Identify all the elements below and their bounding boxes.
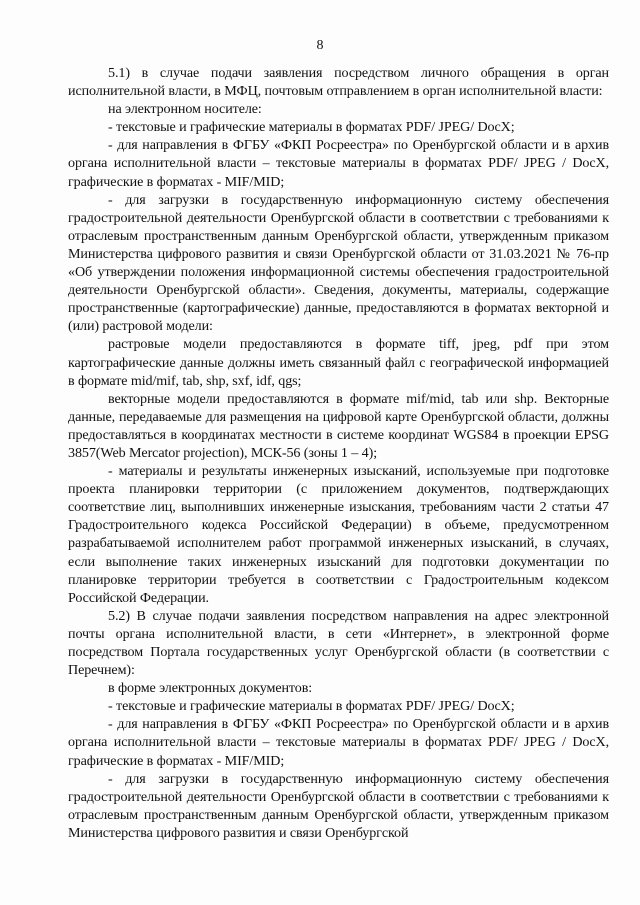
paragraph-text-graphic-formats: - текстовые и графические материалы в форматах PDF/ JPEG/ DocX; [108, 119, 515, 136]
paragraph-rosreestr-formats-2: - для направления в ФГБУ «ФКП Росреестра» по Оренбургской области и в архив органа исполнительной власти – текстовые материалы в форматах PDF/ JPEG / DocX, графические в форматах - MIF/MID; [68, 716, 609, 769]
paragraph-electronic-media: на электронном носителе: [108, 101, 262, 118]
paragraph-5-1-intro: 5.1) в случае подачи заявления посредством личного обращения в орган исполнительной власти, в МФЦ, почтовым отправлением в орган исполнительной власти: [68, 65, 609, 100]
paragraph-vector-models: векторные модели предоставляются в формате mif/mid, tab или shp. Векторные данные, передаваемые для размещения на цифровой карте Оренбургской области, должны предоставляться в координатах местности в системе координат WGS84 в проекции EPSG 3857(Web Mercator projection), МСК-56 (зоны 1 – 4); [68, 390, 609, 461]
paragraph-gis-upload: - для загрузки в государственную информационную систему обеспечения градостроительной деятельности Оренбургской области в соответствии с требованиями к отраслевым пространственным данным Оренбургской области, утвержденным приказом Министерства цифрового развития и связи Оренбургской области от 31.03.2021 № 76-пр «Об утверждении положения информационной системы обеспечения градостроительной деятельности Оренбургской области». Сведения, документы, материалы, содержащие пространственные (картографические) данные, предоставляются в форматах векторной и (или) растровой модели: [68, 191, 609, 335]
document-body [68, 64, 609, 842]
paragraph-electronic-documents: в форме электронных документов: [108, 680, 313, 697]
paragraph-gis-upload-2: - для загрузки в государственную информационную систему обеспечения градостроительной деятельности Оренбургской области в соответствии с требованиями к отраслевым пространственным данным Оренбургской области, утвержденным приказом Министерства цифрового развития и связи Оренбургской [68, 770, 609, 841]
paragraph-rosreestr-formats: - для направления в ФГБУ «ФКП Росреестра» по Оренбургской области и в архив органа исполнительной власти – текстовые материалы в форматах PDF/ JPEG / DocX, графические в форматах - MIF/MID; [68, 137, 609, 190]
paragraph-engineering-surveys: - материалы и результаты инженерных изысканий, используемые при подготовке проекта планировки территории (с приложением документов, подтверждающих соответствие лиц, выполнивших инженерные изыскания, требованиям части 2 статьи 47 Градостроительного кодекса Российской Федерации) в объеме, предусмотренном разрабатываемой исполнителем работ программой инженерных изысканий, в случаях, если выполнение таких инженерных изысканий для подготовки документации по планировке территории требуется в соответствии с Градостроительным кодексом Российской Федерации. [68, 463, 609, 606]
paragraph-raster-models: растровые модели предоставляются в формате tiff, jpeg, pdf при этом картографические данные должны иметь связанный файл с географической информацией в формате mid/mif, tab, shp, sxf, idf, qgs; [68, 336, 609, 389]
paragraph-text-graphic-formats-2: - текстовые и графические материалы в форматах PDF/ JPEG/ DocX; [108, 698, 515, 715]
paragraph-5-2-intro: 5.2) В случае подачи заявления посредством направления на адрес электронной почты органа исполнительной власти, в сети «Интернет», в электронной форме посредством Портала государственных услуг Оренбургской области (в соответствии с Перечнем): [68, 607, 609, 679]
page-number: 8 [316, 38, 324, 53]
